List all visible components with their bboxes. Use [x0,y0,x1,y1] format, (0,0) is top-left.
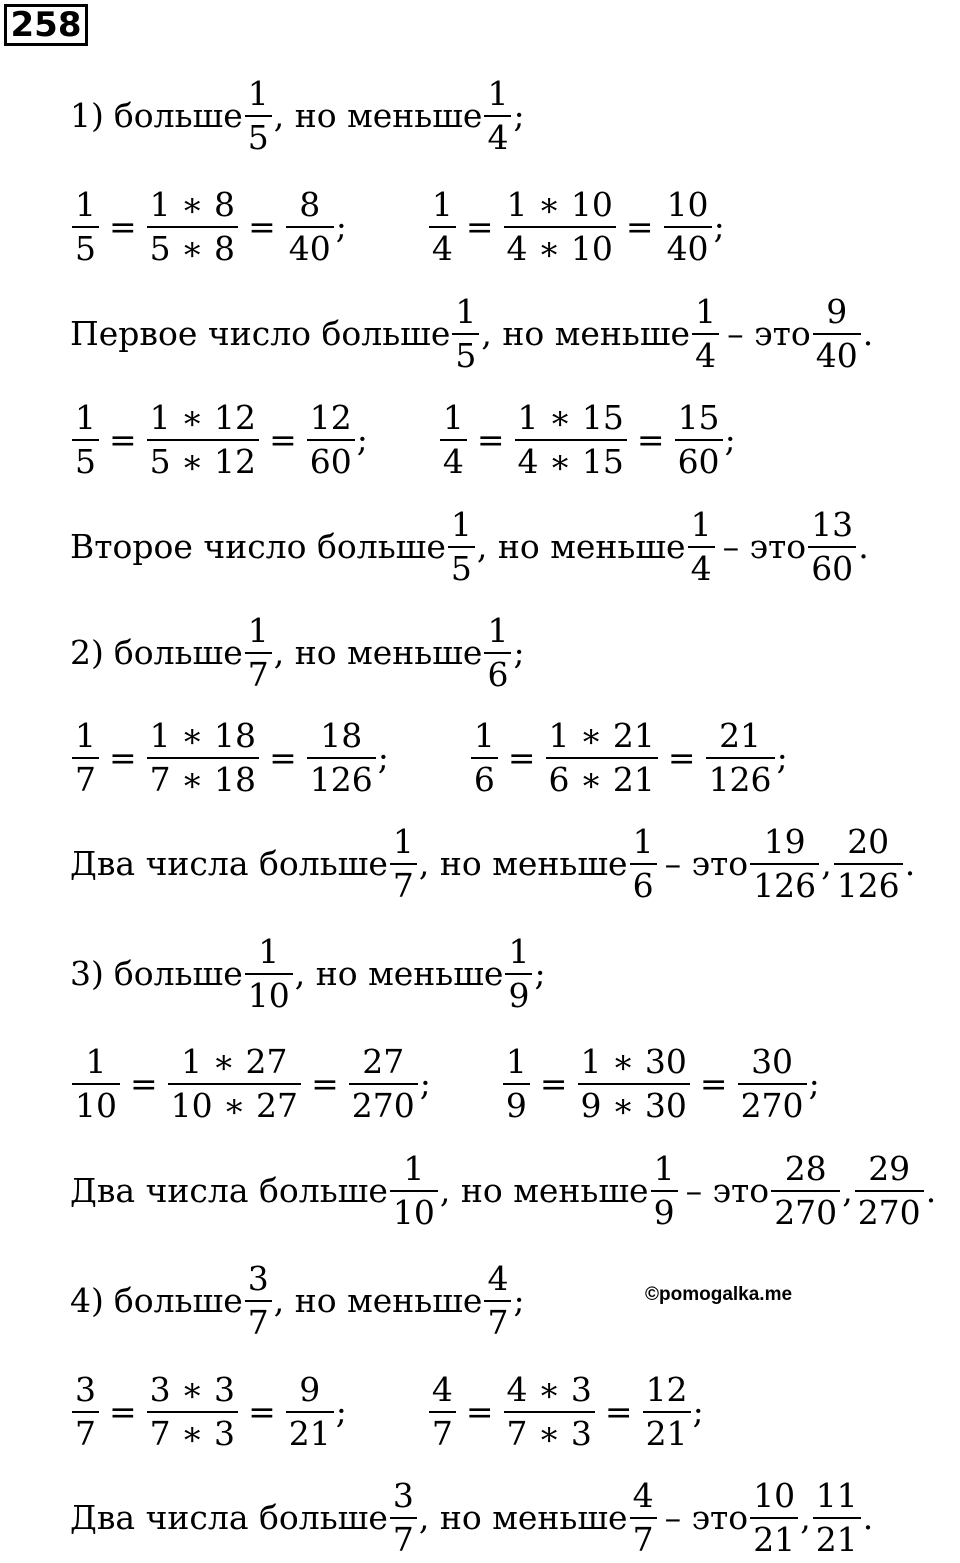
fraction [546,716,658,799]
equals-sign: = [109,1392,137,1432]
text-fragment: ; [776,738,788,778]
numerator: 3 [75,1370,96,1409]
denominator: 270 [855,1190,924,1233]
p3-sentence [70,1149,936,1232]
text-fragment: , но меньше [273,1281,483,1321]
denominator: 21 [643,1411,691,1454]
p2-row [70,716,788,799]
denominator: 7 [72,757,99,800]
denominator: 10 [390,1190,438,1233]
text-fragment: ; [513,1281,525,1321]
denominator: 21 [813,1517,861,1560]
denominator: 7 [245,1300,272,1343]
fraction [452,292,479,375]
fraction [147,716,259,799]
denominator: 270 [738,1083,807,1126]
denominator: 10 [72,1083,120,1126]
p3-row [70,1042,820,1125]
fraction [307,716,376,799]
denominator: 7 [390,863,417,906]
fraction [630,822,657,905]
fraction [390,822,417,905]
fraction [349,1042,418,1125]
text-fragment: ; [419,1064,431,1104]
numerator: 1 [403,1149,425,1188]
p4-sentence [70,1476,873,1559]
equals-sign: = [507,738,536,778]
numerator: 1 ∗ 27 [181,1042,288,1081]
text-fragment: ; [692,1392,704,1432]
answer-fraction [750,1476,798,1559]
fraction [643,1370,691,1453]
denominator: 4 [429,226,456,269]
p3-label: 3) [70,954,104,994]
denominator: 60 [808,546,856,589]
denominator: 10 ∗ 27 [168,1083,301,1126]
text-fragment: , но меньше [273,633,483,673]
denominator: 4 [688,546,715,589]
numerator: 1 [473,716,495,755]
equals-sign: = [269,738,297,778]
numerator: 1 ∗ 15 [517,398,624,437]
fraction [286,1370,334,1453]
numerator: 1 [505,1042,527,1081]
numerator: 1 ∗ 18 [149,716,257,755]
denominator: 126 [706,757,775,800]
denominator: 60 [307,439,355,482]
numerator: 1 [258,932,280,971]
numerator: 9 [299,1370,321,1409]
numerator: 4 [632,1476,654,1515]
p2-sentence [70,822,915,905]
numerator: 13 [811,505,854,544]
p1-sentence1 [70,292,873,375]
p2-label: 2) [70,633,104,673]
numerator: 1 ∗ 8 [149,185,236,224]
numerator: 15 [677,398,720,437]
fraction [440,398,467,481]
equals-sign: = [465,207,494,247]
text-fragment: . [862,1498,874,1538]
equals-sign: = [625,207,654,247]
fraction [504,1370,595,1453]
equals-sign: = [476,420,505,460]
fraction [147,1370,238,1453]
text-fragment: ; [808,1064,820,1104]
text-fragment: ; [335,1392,347,1432]
denominator: 5 [452,333,479,376]
numerator: 1 [450,505,472,544]
problem-number: 258 [4,4,88,46]
equals-sign: = [667,738,696,778]
text-fragment: ; [356,420,368,460]
numerator: 10 [753,1476,796,1515]
numerator: 30 [751,1042,794,1081]
denominator: 7 [429,1411,456,1454]
text-fragment: ; [377,738,389,778]
numerator: 10 [666,185,709,224]
numerator: 1 [487,74,509,113]
denominator: 21 [750,1517,798,1560]
fraction [738,1042,807,1125]
denominator: 9 [505,973,532,1016]
denominator: 7 ∗ 3 [147,1411,238,1454]
numerator: 3 [247,1259,269,1298]
fraction [390,1149,438,1232]
numerator: 18 [320,716,363,755]
sentence-prefix: Первое число больше [70,314,451,354]
numerator: 1 [487,611,509,650]
equals-sign: = [636,420,665,460]
denominator: 9 [503,1083,530,1126]
text-fragment: – это [685,1171,770,1211]
text-fragment: – это [664,1498,749,1538]
text-fragment: . [925,1171,937,1211]
equals-sign: = [109,420,137,460]
equals-sign: = [130,1064,158,1104]
text-fragment: , [821,844,832,884]
denominator: 10 [245,973,293,1016]
watermark: ©pomogalka.me [645,1284,793,1305]
denominator: 9 [651,1190,678,1233]
numerator: 19 [763,822,806,861]
denominator: 5 ∗ 12 [147,439,259,482]
numerator: 29 [868,1149,911,1188]
text-fragment: . [862,314,874,354]
denominator: 7 [484,1300,511,1343]
equals-sign: = [248,207,276,247]
numerator: 12 [645,1370,688,1409]
denominator: 270 [349,1083,418,1126]
numerator: 3 [392,1476,414,1515]
numerator: 1 [75,185,96,224]
fraction [72,1370,99,1453]
denominator: 40 [664,226,712,269]
denominator: 21 [286,1411,334,1454]
p1-row1 [70,185,725,268]
denominator: 7 [630,1517,657,1560]
denominator: 7 [390,1517,417,1560]
fraction [675,398,723,481]
numerator: 1 [442,398,464,437]
fraction [307,398,355,481]
text-fragment: больше [113,1281,243,1321]
denominator: 126 [750,863,819,906]
denominator: 7 ∗ 3 [504,1411,595,1454]
numerator: 11 [815,1476,858,1515]
denominator: 7 ∗ 18 [147,757,259,800]
numerator: 1 [85,1042,107,1081]
equals-sign: = [248,1392,276,1432]
fraction [72,716,99,799]
denominator: 126 [307,757,376,800]
text-fragment: . [858,527,869,567]
denominator: 7 [72,1411,99,1454]
denominator: 6 [471,757,498,800]
equals-sign: = [109,738,137,778]
text-fragment: больше [113,954,243,994]
p1-row2 [70,398,736,481]
text-fragment: ; [534,954,546,994]
denominator: 40 [813,333,861,376]
text-fragment: . [904,844,916,884]
equals-sign: = [109,207,137,247]
text-fragment: , но меньше [476,527,686,567]
text-fragment: ; [724,420,736,460]
numerator: 1 [690,505,712,544]
numerator: 3 ∗ 3 [149,1370,236,1409]
text-fragment: – это [722,527,807,567]
numerator: 1 [653,1149,675,1188]
p1-lower-bound [245,74,272,157]
numerator: 21 [719,716,762,755]
fraction [72,398,99,481]
numerator: 4 [487,1259,509,1298]
numerator: 1 [431,185,453,224]
numerator: 12 [309,398,352,437]
p2-lower-bound [245,611,272,694]
equals-sign: = [269,420,297,460]
fraction [578,1042,690,1125]
p4-label: 4) [70,1281,104,1321]
answer-fraction [813,292,861,375]
text-fragment: , но меньше [439,1171,649,1211]
p1-upper-bound [484,74,511,157]
text-fragment: ; [513,96,525,136]
fraction [390,1476,417,1559]
answer-fraction [771,1149,840,1232]
equals-sign: = [465,1392,494,1432]
fraction [664,185,712,268]
numerator: 1 [247,611,269,650]
numerator: 1 [508,932,530,971]
numerator: 1 [392,822,414,861]
fraction [630,1476,657,1559]
denominator: 6 [630,863,657,906]
text-fragment: ; [335,207,347,247]
numerator: 20 [847,822,890,861]
denominator: 126 [834,863,903,906]
answer-fraction [855,1149,924,1232]
text-fragment: – это [727,314,811,354]
p1-label: 1) [70,96,104,136]
p3-upper-bound [505,932,532,1015]
numerator: 27 [362,1042,405,1081]
p4-upper-bound [484,1259,511,1342]
text-fragment: ; [513,633,525,673]
p4-row [70,1370,704,1453]
denominator: 9 ∗ 30 [578,1083,690,1126]
equals-sign: = [699,1064,728,1104]
numerator: 1 ∗ 21 [548,716,655,755]
p2-upper-bound [484,611,511,694]
text-fragment: , но меньше [418,1498,628,1538]
equals-sign: = [539,1064,568,1104]
p1-sentence2 [70,505,869,588]
fraction [503,1042,530,1125]
fraction [147,185,238,268]
fraction [448,505,475,588]
denominator: 4 [692,333,719,376]
fraction [429,1370,456,1453]
sentence-prefix: Два числа больше [70,1498,388,1538]
denominator: 4 ∗ 15 [515,439,627,482]
text-fragment: больше [113,633,243,673]
numerator: 4 ∗ 3 [506,1370,592,1409]
numerator: 1 [247,74,269,113]
p1-condition [70,74,525,157]
equals-sign: = [311,1064,339,1104]
p1-no-menshe: , но меньше [273,96,483,136]
fraction [688,505,715,588]
denominator: 60 [675,439,723,482]
equals-sign: = [604,1392,633,1432]
answer-fraction [750,822,819,905]
denominator: 7 [245,652,272,695]
fraction [504,185,616,268]
text-fragment: , но меньше [481,314,691,354]
denominator: 5 ∗ 8 [147,226,238,269]
denominator: 40 [286,226,334,269]
p4-lower-bound [245,1259,272,1342]
text-fragment: – это [664,844,749,884]
denominator: 5 [72,226,99,269]
numerator: 1 [75,398,96,437]
numerator: 8 [299,185,321,224]
denominator: 4 ∗ 10 [504,226,616,269]
answer-fraction [808,505,856,588]
text-fragment: , [842,1171,853,1211]
numerator: 1 ∗ 12 [149,398,257,437]
numerator: 1 ∗ 30 [580,1042,687,1081]
fraction [706,716,775,799]
fraction [651,1149,678,1232]
answer-fraction [813,1476,861,1559]
fraction [515,398,627,481]
numerator: 28 [784,1149,827,1188]
denominator: 6 ∗ 21 [546,757,658,800]
sentence-prefix: Второе число больше [70,527,446,567]
numerator: 1 ∗ 10 [506,185,613,224]
fraction [147,398,259,481]
sentence-prefix: Два числа больше [70,1171,388,1211]
denominator: 4 [440,439,467,482]
denominator: 4 [484,115,511,158]
sentence-prefix: Два числа больше [70,844,388,884]
numerator: 1 [455,292,477,331]
text-fragment: , [800,1498,811,1538]
answer-fraction [834,822,903,905]
denominator: 6 [484,652,511,695]
fraction [72,185,99,268]
denominator: 5 [448,546,475,589]
denominator: 270 [771,1190,840,1233]
fraction [72,1042,120,1125]
p4-condition [70,1259,525,1342]
fraction [692,292,719,375]
numerator: 1 [695,292,717,331]
p1-bolshe: больше [113,96,243,136]
text-fragment: , но меньше [418,844,628,884]
numerator: 9 [826,292,848,331]
denominator: 5 [245,115,272,158]
fraction [429,185,456,268]
p3-lower-bound [245,932,293,1015]
text-fragment: ; [713,207,725,247]
numerator: 1 [632,822,654,861]
denominator: 5 [72,439,99,482]
numerator: 1 [75,716,96,755]
p3-condition [70,932,546,1015]
fraction [168,1042,301,1125]
fraction [471,716,498,799]
fraction [286,185,334,268]
numerator: 4 [431,1370,453,1409]
p2-condition [70,611,525,694]
text-fragment: , но меньше [294,954,504,994]
